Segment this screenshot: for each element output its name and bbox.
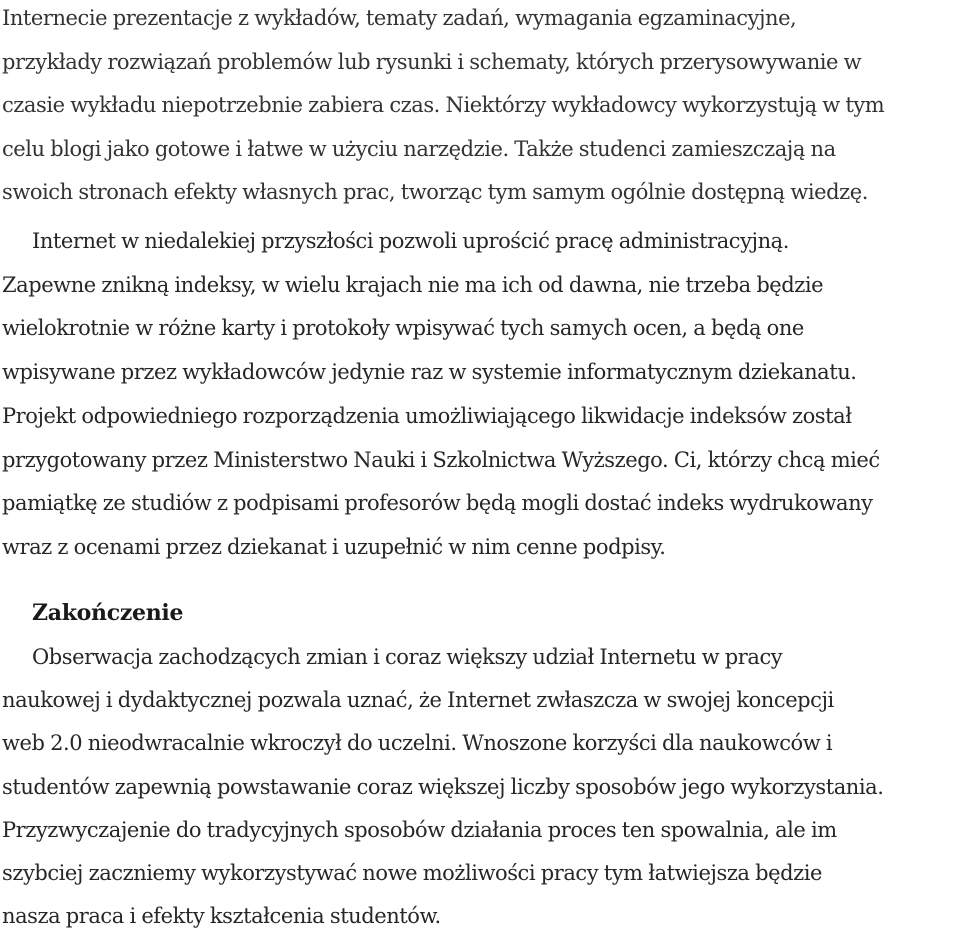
paragraph-3-line-7: nasza praca i efekty kształcenia studentów. xyxy=(2,904,441,929)
paragraph-3-line-1-text: Obserwacja zachodzących zmian i coraz większy udział Internetu w pracy xyxy=(32,645,783,669)
paragraph-3-line-1 xyxy=(2,636,958,679)
paragraph-1-line-1: Internecie prezentacje z wykładów, tematy zadań, wymagania egzaminacyjne, xyxy=(2,6,797,30)
paragraph-2-line-4: wpisywane przez wykładowców jedynie raz w systemie informatycznym dziekanatu. xyxy=(2,360,857,385)
paragraph-3-line-4: studentów zapewnią powstawanie coraz większej liczby sposobów jego wykorzystania. xyxy=(2,774,884,799)
paragraph-2-line-5: Projekt odpowiedniego rozporządzenia umożliwiającego likwidacje indeksów został xyxy=(2,403,852,428)
paragraph-1-line-4: celu blogi jako gotowe i łatwe w użyciu narzędzie. Także studenci zamieszczają na xyxy=(2,136,836,161)
paragraph-3-line-3: web 2.0 nieodwracalnie wkroczył do uczelni. Wnoszone korzyści dla naukowców i xyxy=(2,731,833,756)
paragraph-2-line-2: Zapewne znikną indeksy, w wielu krajach nie ma ich od dawna, nie trzeba będzie xyxy=(2,272,824,297)
paragraph-2-line-1-text: Internet w niedalekiej przyszłości pozwoli uprościć pracę administracyjną. xyxy=(32,229,789,253)
paragraph-2-line-7: pamiątkę ze studiów z podpisami profesorów będą mogli dostać indeks wydrukowany xyxy=(2,491,873,516)
paragraph-3-line-5: Przyzwyczajenie do tradycyjnych sposobów działania proces ten spowalnia, ale im xyxy=(2,817,837,842)
paragraph-2-line-3: wielokrotnie w różne karty i protokoły wpisywać tych samych ocen, a będą one xyxy=(2,316,804,341)
paragraph-3-line-2: naukowej i dydaktycznej pozwala uznać, że Internet zwłaszcza w swojej koncepcji xyxy=(2,688,834,713)
paragraph-2-line-1 xyxy=(2,220,958,264)
paragraph-2-line-8: wraz z ocenami przez dziekanat i uzupełnić w nim cenne podpisy. xyxy=(2,534,666,559)
paragraph-2 xyxy=(2,220,958,570)
paragraph-3-line-6: szybciej zaczniemy wykorzystywać nowe możliwości pracy tym łatwiejsza będzie xyxy=(2,861,822,886)
paragraph-2-line-6: przygotowany przez Ministerstwo Nauki i Szkolnictwa Wyższego. Ci, którzy chcą mieć xyxy=(2,447,880,472)
paragraph-1-line-2: przykłady rozwiązań problemów lub rysunki i schematy, których przerysowywanie w xyxy=(2,49,862,74)
paragraph-1-line-3: czasie wykładu niepotrzebnie zabiera czas. Niektórzy wykładowcy wykorzystują w tym xyxy=(2,93,885,117)
section-heading: Zakończenie xyxy=(32,600,184,627)
paragraph-3 xyxy=(2,636,958,938)
paragraph-1-line-5: swoich stronach efekty własnych prac, tworząc tym samym ogólnie dostępną wiedzę. xyxy=(2,180,868,204)
paragraph-1 xyxy=(2,0,958,215)
